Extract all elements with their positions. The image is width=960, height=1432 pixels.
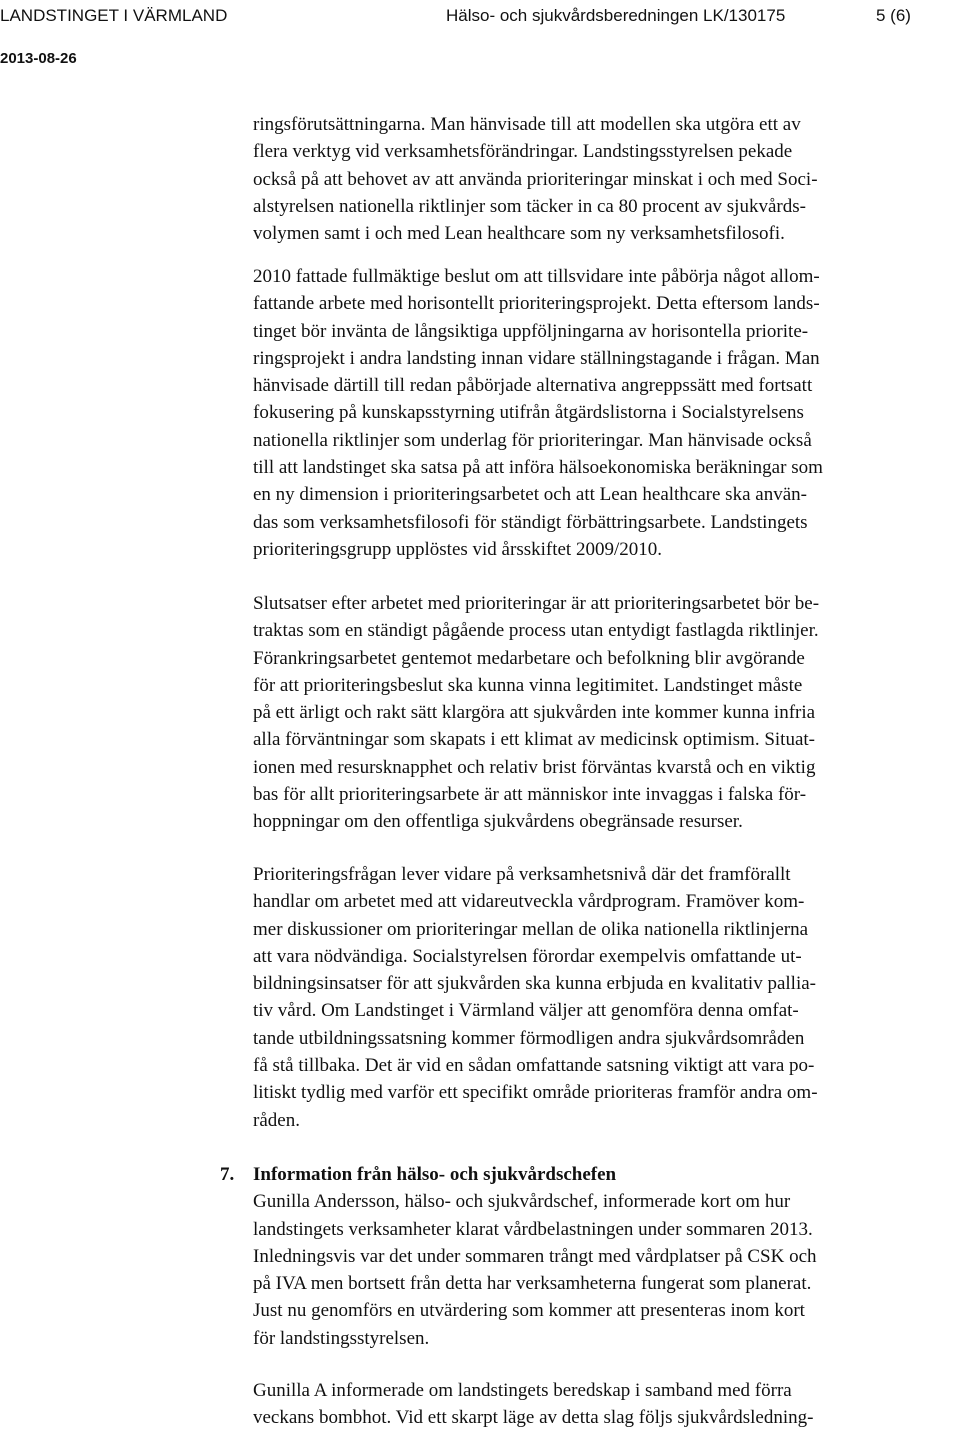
text-line: hänvisade därtill till redan påbörjade alternativa angreppssätt med fortsatt xyxy=(253,375,813,397)
text-line: flera verktyg vid verksamhetsförändringar. Landstingsstyrelsen pekade xyxy=(253,141,793,163)
text-line: alla förväntningar som skapats i ett klimat av medicinsk optimism. Situat- xyxy=(253,729,815,751)
text-line: tinget bör invänta de långsiktiga uppföljningarna av horisontella priorite- xyxy=(253,320,809,342)
text-line: ringsförutsättningarna. Man hänvisade till att modellen ska utgöra ett av xyxy=(253,114,801,135)
text-line: fokusering på kunskapsstyrning utifrån åtgärdslistorna i Socialstyrelsens xyxy=(253,402,804,424)
organization-name: LANDSTINGET I VÄRMLAND xyxy=(0,6,228,25)
text-line: landstingets verksamheter klarat vårdbelastningen under sommaren 2013. xyxy=(253,1218,813,1240)
text-line: nationella riktlinjer som underlag för prioriteringar. Man hänvisade också xyxy=(253,429,812,451)
text-line: Gunilla A informerade om landstingets beredskap i samband med förra xyxy=(253,1380,792,1401)
text-line: tande utbildningssatsning kommer förmodligen andra sjukvårdsområden xyxy=(253,1027,805,1049)
text-line: fattande arbete med horisontellt prioriteringsprojekt. Detta eftersom lands- xyxy=(253,293,820,315)
text-line: att vara nödvändiga. Socialstyrelsen förordar exempelvis omfattande ut- xyxy=(253,945,802,967)
paragraph-2 xyxy=(253,263,958,563)
text-line: bildningsinsatser för att sjukvården ska kunna erbjuda en kvalitativ pallia- xyxy=(253,973,816,995)
text-line: på IVA men bortsett från detta har verksamheterna fungerat som planerat. xyxy=(253,1273,812,1295)
document-date: 2013-08-26 xyxy=(0,50,77,67)
text-line: Prioriteringsfrågan lever vidare på verksamhetsnivå där det framförallt xyxy=(253,864,791,885)
text-line: en ny dimension i prioriteringsarbetet och att Lean healthcare ska använ- xyxy=(253,484,807,506)
text-line: veckans bombhot. Vid ett skarpt läge av detta slag följs sjukvårdsledning- xyxy=(253,1407,814,1429)
paragraph-3 xyxy=(253,590,958,836)
text-line: Gunilla Andersson, hälso- och sjukvårdschef, informerade kort om hur xyxy=(253,1191,791,1213)
agenda-item-title: Information från hälso- och sjukvårdschefen xyxy=(253,1164,617,1185)
paragraph-4 xyxy=(253,861,958,1134)
text-line: das som verksamhetsfilosofi för ständigt förbättringsarbete. Landstingets xyxy=(253,511,808,533)
text-line: också på att behovet av att använda prioriteringar minskat i och med Soci- xyxy=(253,168,818,190)
text-line: få stå tillbaka. Det är vid en sådan omfattande satsning viktigt att vara po- xyxy=(253,1055,815,1077)
text-line: råden. xyxy=(253,1109,300,1131)
text-line: Inledningsvis var det under sommaren trångt med vårdplatser på CSK och xyxy=(253,1245,817,1267)
agenda-item-number: 7. xyxy=(220,1164,235,1185)
page-number: 5 (6) xyxy=(876,6,911,25)
text-line: bas för allt prioriteringsarbete är att människor inte invaggas i falska för- xyxy=(253,784,807,806)
text-line: Slutsatser efter arbetet med prioriteringar är att prioriteringsarbetet bör be- xyxy=(253,593,820,614)
document-reference: Hälso- och sjukvårdsberedningen LK/130175 xyxy=(446,6,786,25)
text-line: hoppningar om den offentliga sjukvårdens obegränsade resurser. xyxy=(253,811,743,833)
text-line: tiv vård. Om Landstinget i Värmland väljer att genomföra denna omfat- xyxy=(253,1000,799,1022)
agenda-item-7-paragraph-2 xyxy=(253,1377,958,1432)
text-line: traktas som en ständigt pågående process utan entydigt fastlagda riktlinjer. xyxy=(253,620,819,642)
text-line: Förankringsarbetet gentemot medarbetare och befolkning blir avgörande xyxy=(253,647,805,669)
text-line: volymen samt i och med Lean healthcare som ny verksamhetsfilosofi. xyxy=(253,223,785,245)
agenda-item-7 xyxy=(253,1161,958,1352)
text-line: ionen med resursknapphet och relativ brist förväntas kvarstå och en viktig xyxy=(253,756,816,778)
text-line: handlar om arbetet med att vidareutveckla vårdprogram. Framöver kom- xyxy=(253,891,805,913)
text-line: ringsprojekt i andra landsting innan vidare ställningstagande i frågan. Man xyxy=(253,347,820,369)
text-line: för landstingsstyrelsen. xyxy=(253,1327,430,1349)
text-line: alstyrelsen nationella riktlinjer som täcker in ca 80 procent av sjukvårds- xyxy=(253,195,806,217)
text-line: till att landstinget ska satsa på att införa hälsoekonomiska beräkningar som xyxy=(253,457,823,479)
text-line: litiskt tydlig med varför ett specifikt område prioriteras framför andra om- xyxy=(253,1082,818,1104)
paragraph-1 xyxy=(253,111,958,247)
text-line: på ett ärligt och rakt sätt klargöra att sjukvården inte kommer kunna infria xyxy=(253,702,816,724)
text-line: Just nu genomförs en utvärdering som kommer att presenteras inom kort xyxy=(253,1300,805,1322)
text-line: för att prioriteringsbeslut ska kunna vinna legitimitet. Landstinget måste xyxy=(253,674,803,696)
page-header xyxy=(0,4,960,28)
text-line: 2010 fattade fullmäktige beslut om att tillsvidare inte påbörja något allom- xyxy=(253,266,820,287)
text-line: prioriteringsgrupp upplöstes vid årsskiftet 2009/2010. xyxy=(253,538,662,560)
text-line: mer diskussioner om prioriteringar mellan de olika nationella riktlinjerna xyxy=(253,918,809,940)
